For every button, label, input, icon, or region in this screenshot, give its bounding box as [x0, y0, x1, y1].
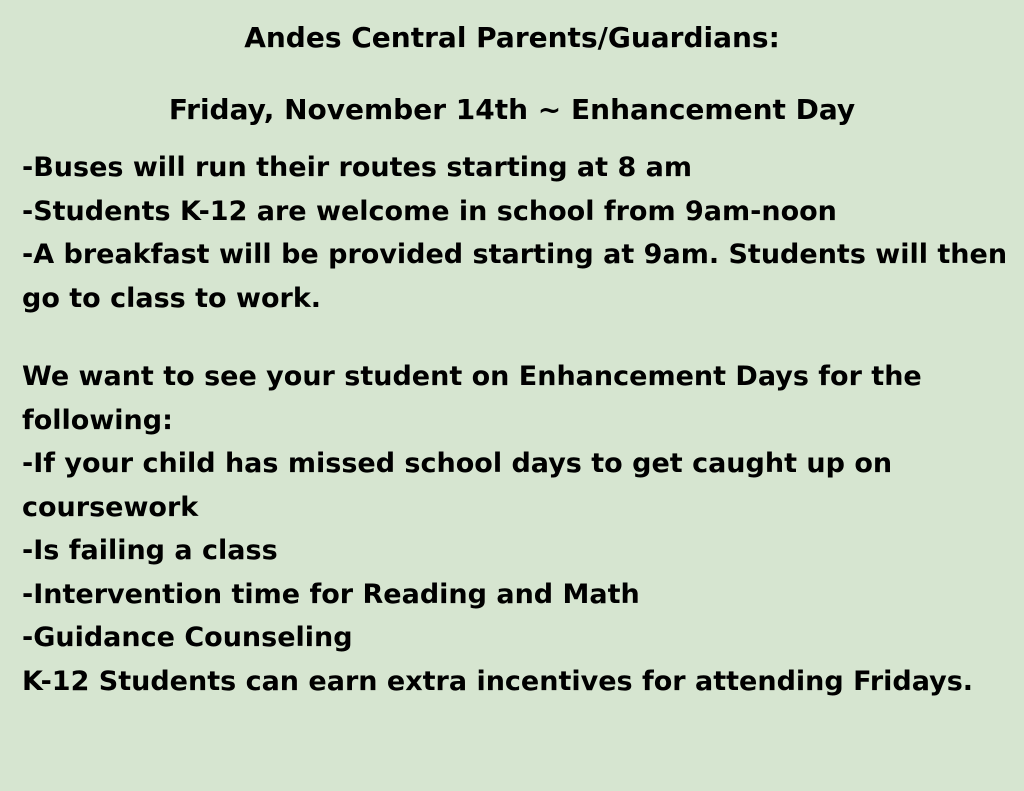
- enhancement-day-date: Friday, November 14th ~ Enhancement Day: [168, 93, 856, 126]
- incentives-line: K-12 Students can earn extra incentives for attending Fridays.: [22, 665, 974, 697]
- reasons-line: -Is failing a class: [22, 535, 278, 566]
- reasons-line: We want to see your student on Enhancement Days for the: [22, 361, 922, 392]
- reasons-line: -If your child has missed school days to get caught up on: [22, 448, 893, 479]
- notice-heading: Andes Central Parents/Guardians:: [244, 21, 780, 54]
- schedule-section: [22, 146, 1012, 320]
- schedule-line: -Buses will run their routes starting at 8 am: [22, 152, 693, 183]
- reasons-line: coursework: [22, 491, 199, 523]
- reasons-line: -Intervention time for Reading and Math: [22, 578, 640, 610]
- schedule-line: -A breakfast will be provided starting at 9am. Students will then: [22, 239, 1008, 270]
- reasons-line: -Guidance Counseling: [22, 622, 353, 653]
- schedule-line: go to class to work.: [22, 282, 322, 314]
- schedule-line: -Students K-12 are welcome in school from 9am-noon: [22, 195, 837, 227]
- reasons-line: following:: [22, 404, 173, 436]
- reasons-section: [22, 355, 1012, 703]
